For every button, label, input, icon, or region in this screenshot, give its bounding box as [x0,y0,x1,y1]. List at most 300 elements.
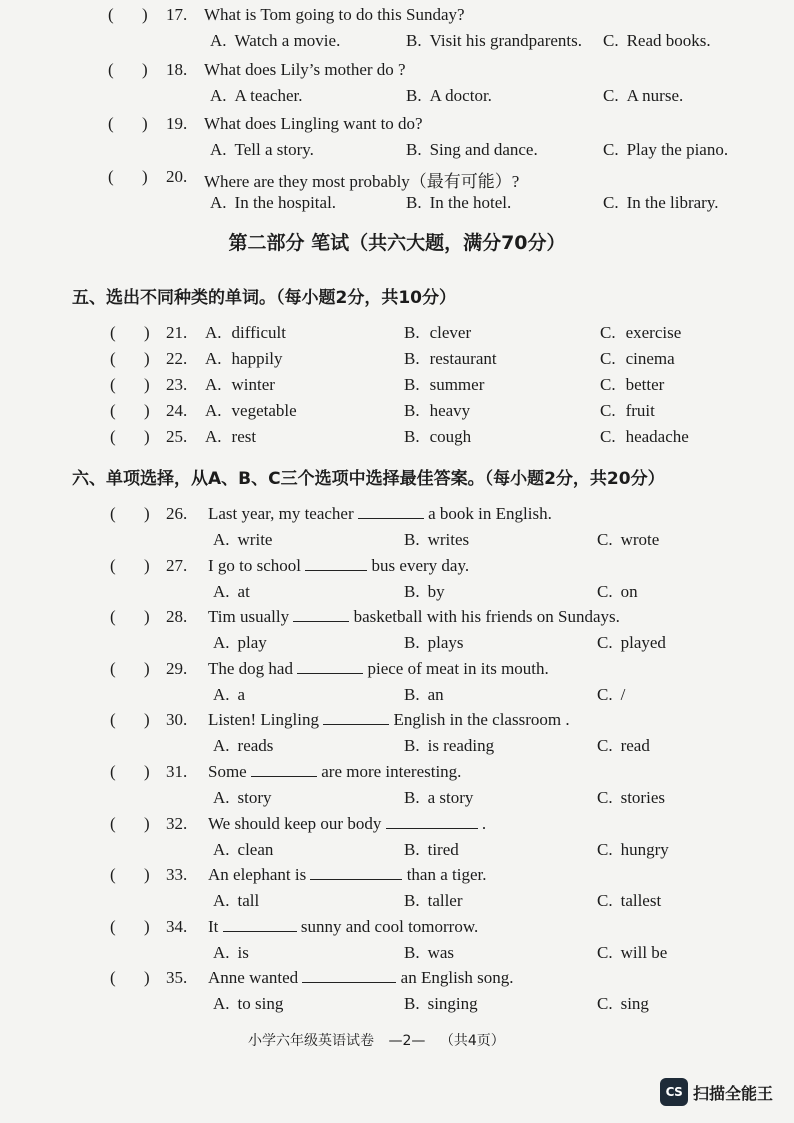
option-text: A doctor. [429,86,492,105]
question-stem [208,917,478,937]
option-b [406,193,511,213]
scanner-watermark [660,1078,773,1106]
option-text: tallest [620,891,662,911]
option-letter: C. [600,323,616,342]
paren-open: ( [108,167,114,186]
question-stem [208,556,469,576]
question-number: 17. [166,5,188,24]
option-letter: C. [603,193,619,212]
option-b [404,401,470,421]
option-text: / [620,684,626,704]
option-text: Play the piano. [626,140,729,159]
option-c [597,633,666,653]
paren-open: ( [110,323,116,342]
option-letter: B. [404,530,420,549]
option-letter: B. [404,736,420,756]
paren-open: ( [110,427,116,446]
option-c [597,943,667,963]
option-text: a [237,684,246,704]
option-letter: B. [404,891,420,911]
question-row [0,114,794,168]
answer-blank [223,917,297,932]
footer-page-number: —2— [388,1033,426,1049]
option-b [404,943,454,963]
paren-open: ( [110,607,116,627]
option-letter: C. [597,530,613,549]
stem-after-blank: sunny and cool tomorrow. [300,916,479,936]
option-letter: A. [205,375,222,394]
answer-blank [386,814,478,829]
word-row [0,427,794,451]
stem-before-blank: It [208,916,219,936]
question-number: 27. [166,555,188,575]
question-row [0,762,794,816]
option-c [600,323,681,343]
paren-open: ( [110,349,116,368]
paren-open: ( [110,762,116,781]
option-text: Visit his grandparents. [429,31,583,50]
paren-close: ) [144,865,150,885]
paren-close: ) [144,427,150,446]
option-text: is [237,942,249,962]
question-row [0,659,794,713]
option-letter: B. [404,323,420,342]
option-a [213,582,250,602]
option-text: at [237,581,250,601]
answer-blank [305,556,367,571]
option-text: reads [237,736,274,756]
option-c [603,31,711,51]
option-letter: A. [213,736,230,756]
option-text: on [620,581,638,601]
question-number: 26. [166,504,188,523]
option-letter: A. [210,31,227,50]
stem-before-blank: Tim usually [208,607,290,627]
option-word: difficult [231,323,286,342]
option-text: was [427,942,455,962]
option-text: by [427,581,445,601]
question-row [0,504,794,558]
option-text: Tell a story. [234,140,314,159]
answer-blank [251,762,317,777]
answer-blank [297,659,363,674]
option-b [404,633,463,653]
option-c [603,86,683,106]
option-word: headache [625,427,689,446]
stem-before-blank: Anne wanted [208,968,299,988]
option-b [404,788,473,808]
stem-after-blank: piece of meat in its mouth. [367,658,549,678]
option-b [406,140,538,160]
question-stem [208,814,486,834]
option-text: an [427,684,444,704]
paren-close: ) [142,5,148,24]
option-text: write [237,530,273,549]
paren-close: ) [144,323,150,342]
stem-after-blank: . [481,813,487,833]
option-letter: B. [404,349,420,368]
paren-close: ) [142,60,148,79]
option-text: In the hotel. [429,193,512,212]
option-b [404,736,494,756]
section-5-heading: 五、选出不同种类的单词。（每小题2分，共10分） [72,288,456,308]
paren-open: ( [108,5,114,24]
stem-after-blank: than a tiger. [406,865,487,885]
option-letter: C. [597,788,613,807]
part-two-title: 第二部分 笔试（共六大题，满分70分） [228,232,566,254]
option-word: cough [429,427,472,446]
question-number: 30. [166,710,188,730]
option-letter: B. [406,193,422,212]
question-stem: What is Tom going to do this Sunday? [204,5,465,24]
option-text: will be [620,942,668,962]
option-c [600,375,664,395]
paren-open: ( [110,865,116,885]
question-stem [208,607,620,627]
word-row [0,323,794,347]
option-a [213,736,273,756]
option-c [597,530,659,550]
option-b [404,349,497,369]
paren-open: ( [110,710,116,730]
option-letter: C. [597,994,613,1014]
option-text: tired [427,839,459,859]
stem-before-blank: Listen! Lingling [208,710,319,730]
option-letter: B. [406,86,422,105]
question-stem [208,865,486,885]
option-text: tall [237,891,260,911]
option-a [210,140,314,160]
option-letter: B. [404,684,420,704]
option-word: winter [231,375,275,394]
option-letter: C. [597,633,613,653]
option-a [213,633,267,653]
question-row [0,556,794,610]
option-word: vegetable [231,401,297,420]
option-c [597,840,669,860]
stem-before-blank: Some [208,762,247,781]
option-letter: B. [406,31,422,50]
option-letter: B. [404,839,420,859]
option-text: plays [427,633,464,653]
paren-open: ( [110,658,116,678]
word-row [0,375,794,399]
option-letter: A. [205,323,222,342]
paren-open: ( [110,401,116,420]
option-word: heavy [429,401,471,420]
option-text: Watch a movie. [234,31,341,50]
option-letter: A. [213,891,230,911]
paren-close: ) [144,916,150,936]
option-a [213,685,245,705]
option-c [600,401,655,421]
option-text: A nurse. [626,86,684,105]
option-a [213,788,272,808]
option-c [600,427,689,447]
option-b [404,994,478,1014]
option-letter: C. [597,736,613,756]
option-letter: A. [213,994,230,1014]
option-letter: B. [404,788,420,807]
paren-open: ( [110,375,116,394]
option-word: better [625,375,665,394]
stem-after-blank: an English song. [400,968,514,988]
paren-close: ) [144,555,150,575]
answer-blank [323,710,389,725]
option-text: to sing [237,994,284,1014]
paren-open: ( [110,813,116,833]
question-number: 25. [166,427,188,446]
option-text: sing [620,994,649,1014]
question-number: 19. [166,114,188,133]
option-c [597,582,638,602]
option-letter: C. [597,891,613,911]
option-letter: A. [205,401,222,420]
option-letter: A. [213,839,230,859]
option-text: played [620,633,666,653]
option-letter: A. [210,193,227,212]
option-b [404,582,445,602]
option-a [213,530,272,550]
question-row [0,607,794,661]
option-a [213,943,249,963]
paren-close: ) [142,167,148,186]
question-row [0,5,794,59]
option-text: play [237,633,267,653]
paren-open: ( [110,968,116,988]
question-row [0,814,794,868]
option-letter: B. [404,942,420,962]
option-letter: C. [603,31,619,50]
option-letter: A. [213,942,230,962]
paren-close: ) [144,401,150,420]
option-word: fruit [625,401,655,420]
option-letter: C. [597,839,613,859]
option-c [597,788,665,808]
option-letter: C. [603,86,619,105]
stem-after-blank: are more interesting. [321,762,462,781]
answer-blank [293,607,349,622]
word-row [0,401,794,425]
stem-after-blank: a book in English. [428,504,552,523]
option-c [603,140,728,160]
question-row [0,917,794,971]
question-number: 34. [166,916,188,936]
stem-after-blank: English in the classroom . [393,710,570,730]
option-text: a story [427,788,474,807]
question-number: 32. [166,813,188,833]
option-letter: B. [404,375,420,394]
option-c [597,685,625,705]
word-row [0,349,794,373]
option-word: restaurant [429,349,497,368]
option-text: stories [620,788,665,807]
paren-open: ( [110,504,116,523]
question-row [0,865,794,919]
option-text: Read books. [626,31,711,50]
option-text: singing [427,994,478,1014]
question-number: 23. [166,375,188,394]
paren-close: ) [144,762,150,781]
paren-close: ) [144,813,150,833]
option-text: taller [427,891,463,911]
page-footer [248,1030,515,1050]
option-letter: C. [597,942,613,962]
option-text: read [620,736,650,756]
option-text: writes [427,530,470,549]
option-a [210,31,340,51]
stem-before-blank: I go to school [208,555,302,575]
paren-open: ( [108,60,114,79]
paren-close: ) [144,349,150,368]
option-letter: A. [210,140,227,159]
question-number: 18. [166,60,188,79]
option-b [406,31,582,51]
answer-blank [310,865,402,880]
question-number: 22. [166,349,188,368]
option-b [404,685,444,705]
option-c [600,349,675,369]
option-word: summer [429,375,485,394]
question-stem [208,659,549,679]
option-letter: C. [600,349,616,368]
option-a [213,891,259,911]
option-letter: B. [404,994,420,1014]
option-text: A teacher. [234,86,303,105]
question-stem [208,968,514,988]
option-letter: A. [210,86,227,105]
paren-close: ) [144,504,150,523]
option-letter: A. [213,530,230,549]
stem-before-blank: We should keep our body [208,813,382,833]
option-b [404,427,471,447]
question-stem: Where are they most probably（最有可能）? [204,172,520,191]
question-number: 35. [166,968,188,988]
option-a [205,349,283,369]
paren-close: ) [144,375,150,394]
option-letter: A. [213,633,230,653]
paren-close: ) [144,968,150,988]
stem-after-blank: bus every day. [371,555,470,575]
stem-before-blank: Last year, my teacher [208,504,354,523]
question-number: 28. [166,607,188,627]
option-a [205,375,275,395]
question-stem: What does Lingling want to do? [204,114,423,133]
stem-before-blank: An elephant is [208,865,307,885]
option-word: cinema [625,349,675,368]
option-letter: A. [213,684,230,704]
question-stem: What does Lily’s mother do ? [204,60,406,79]
question-stem [208,504,552,524]
question-row [0,60,794,114]
answer-blank [358,504,424,519]
option-text: hungry [620,839,669,859]
question-row [0,167,794,221]
watermark-text: 扫描全能王 [693,1083,774,1103]
question-row [0,710,794,764]
option-word: clever [429,323,472,342]
option-a [213,840,273,860]
paren-open: ( [108,114,114,133]
option-word: exercise [625,323,682,342]
option-letter: B. [404,427,420,446]
option-c [597,891,661,911]
option-letter: C. [597,581,613,601]
answer-blank [302,968,396,983]
option-a [210,193,336,213]
option-b [404,323,471,343]
option-letter: B. [404,581,420,601]
footer-title: 小学六年级英语试卷 [248,1033,374,1049]
option-text: In the library. [626,193,719,212]
option-letter: A. [213,788,230,807]
option-letter: C. [600,375,616,394]
option-letter: C. [603,140,619,159]
stem-before-blank: The dog had [208,658,293,678]
option-text: wrote [620,530,660,549]
question-number: 21. [166,323,188,342]
option-letter: B. [404,633,420,653]
stem-after-blank: basketball with his friends on Sundays. [353,607,620,627]
option-text: clean [237,839,274,859]
question-number: 31. [166,762,188,781]
paren-close: ) [144,607,150,627]
option-text: In the hospital. [234,193,337,212]
paren-close: ) [144,658,150,678]
option-a [205,323,286,343]
paren-close: ) [142,114,148,133]
question-number: 20. [166,167,188,186]
question-number: 24. [166,401,188,420]
option-text: Sing and dance. [429,140,538,159]
option-word: rest [231,427,257,446]
option-letter: C. [600,401,616,420]
paren-close: ) [144,710,150,730]
option-letter: B. [404,401,420,420]
option-b [404,840,459,860]
option-a [205,401,297,421]
paren-open: ( [110,916,116,936]
option-c [597,994,649,1014]
section-6-heading: 六、单项选择，从A、B、C三个选项中选择最佳答案。（每小题2分，共20分） [72,469,665,489]
option-letter: A. [213,581,230,601]
footer-total-pages: （共4页） [439,1033,505,1049]
option-b [404,530,469,550]
option-letter: A. [205,349,222,368]
option-b [404,375,484,395]
option-b [404,891,463,911]
option-text: story [237,788,272,807]
option-letter: C. [600,427,616,446]
option-text: is reading [427,736,495,756]
option-a [210,86,303,106]
question-row [0,968,794,1022]
question-number: 33. [166,865,188,885]
option-a [205,427,256,447]
option-c [597,736,650,756]
option-letter: B. [406,140,422,159]
paren-open: ( [110,555,116,575]
option-c [603,193,718,213]
question-number: 29. [166,658,188,678]
option-word: happily [231,349,283,368]
option-a [213,994,283,1014]
option-letter: A. [205,427,222,446]
option-b [406,86,492,106]
question-stem [208,710,570,730]
option-letter: C. [597,684,613,704]
question-stem [208,762,461,782]
